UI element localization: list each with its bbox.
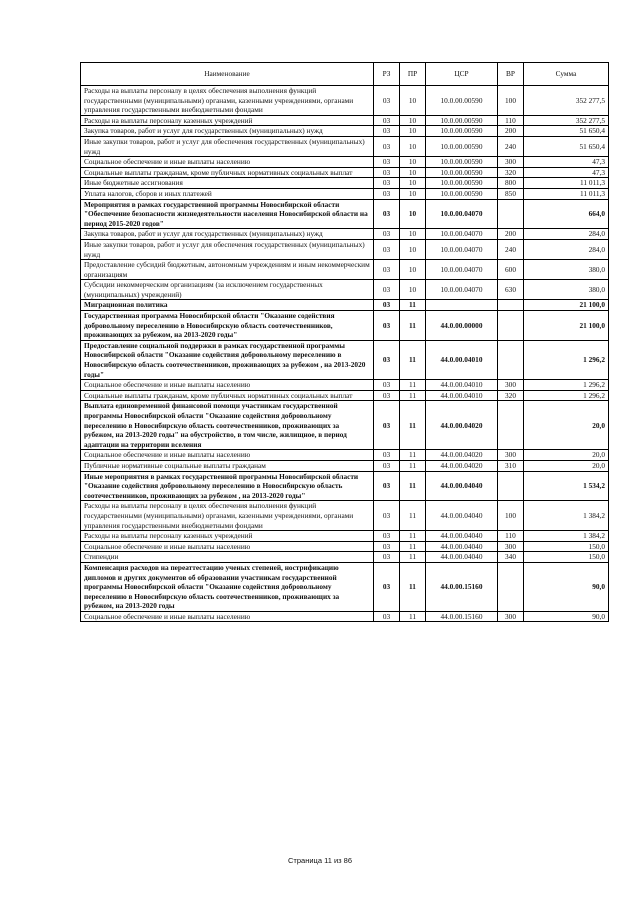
cell-sum: 51 650,4 — [524, 126, 609, 137]
cell-csr: 44.0.00.04040 — [426, 531, 498, 542]
cell-sum: 284,0 — [524, 229, 609, 240]
cell-pr: 10 — [400, 86, 426, 116]
cell-vr: 630 — [498, 280, 524, 300]
cell-vr: 240 — [498, 239, 524, 259]
cell-name: Государственная программа Новосибирской области "Оказание содействия добровольному переселению в Новосибирскую область соотечественников, проживающих за рубежом, на 2013-2020 годы" — [81, 311, 374, 341]
cell-name: Миграционная политика — [81, 300, 374, 311]
table-row — [81, 562, 609, 611]
table-row — [81, 340, 609, 379]
cell-sum: 47,3 — [524, 167, 609, 178]
cell-rz: 03 — [374, 390, 400, 401]
cell-rz: 03 — [374, 501, 400, 531]
cell-csr — [426, 300, 498, 311]
cell-name: Иные закупки товаров, работ и услуг для обеспечения государственных (муниципальных) нужд — [81, 136, 374, 156]
cell-vr — [498, 562, 524, 611]
cell-rz: 03 — [374, 611, 400, 622]
cell-csr: 10.0.00.00590 — [426, 136, 498, 156]
cell-pr: 10 — [400, 239, 426, 259]
cell-sum: 90,0 — [524, 562, 609, 611]
cell-csr: 44.0.00.04010 — [426, 390, 498, 401]
page-number: Страница 11 из 86 — [288, 856, 352, 865]
cell-name: Уплата налогов, сборов и иных платежей — [81, 188, 374, 199]
table-row — [81, 552, 609, 563]
cell-rz: 03 — [374, 562, 400, 611]
table-row — [81, 115, 609, 126]
cell-sum: 21 100,0 — [524, 311, 609, 341]
cell-csr: 44.0.00.04010 — [426, 340, 498, 379]
cell-pr: 11 — [400, 401, 426, 450]
header-rz: РЗ — [374, 63, 400, 86]
cell-pr: 11 — [400, 340, 426, 379]
cell-name: Иные бюджетные ассигнования — [81, 178, 374, 189]
cell-vr: 100 — [498, 501, 524, 531]
cell-pr: 11 — [400, 300, 426, 311]
cell-csr: 10.0.00.04070 — [426, 280, 498, 300]
table-row — [81, 239, 609, 259]
cell-name: Социальное обеспечение и иные выплаты населению — [81, 380, 374, 391]
cell-sum: 150,0 — [524, 552, 609, 563]
cell-rz: 03 — [374, 460, 400, 471]
cell-name: Выплата единовременной финансовой помощи участникам государственной программы Новосибирской области "Оказание содействия добровольному переселению в Новосибирскую область соотечественников, проживающих за рубежом, на 2013-2020 годы" на обустройство, в том числе, жилищное, в период адаптации на территории вселения — [81, 401, 374, 450]
cell-sum: 352 277,5 — [524, 115, 609, 126]
cell-pr: 10 — [400, 178, 426, 189]
cell-rz: 03 — [374, 450, 400, 461]
cell-pr: 10 — [400, 115, 426, 126]
cell-rz: 03 — [374, 471, 400, 501]
cell-vr: 200 — [498, 126, 524, 137]
cell-pr: 11 — [400, 471, 426, 501]
cell-name: Расходы на выплаты персоналу казенных учреждений — [81, 115, 374, 126]
cell-csr: 10.0.00.04070 — [426, 239, 498, 259]
cell-vr: 300 — [498, 157, 524, 168]
header-sum: Сумма — [524, 63, 609, 86]
cell-name: Социальное обеспечение и иные выплаты населению — [81, 541, 374, 552]
table-row — [81, 167, 609, 178]
cell-vr: 300 — [498, 541, 524, 552]
table-row — [81, 86, 609, 116]
table-row — [81, 260, 609, 280]
cell-name: Расходы на выплаты персоналу в целях обеспечения выполнения функций государственными (муниципальными) органами, казенными учреждениями, органами управления государственными внебюджетными фондами — [81, 86, 374, 116]
cell-csr: 10.0.00.00590 — [426, 167, 498, 178]
cell-name: Закупка товаров, работ и услуг для государственных (муниципальных) нужд — [81, 126, 374, 137]
cell-rz: 03 — [374, 188, 400, 199]
cell-sum: 380,0 — [524, 260, 609, 280]
cell-vr: 320 — [498, 167, 524, 178]
cell-sum: 1 296,2 — [524, 390, 609, 401]
cell-csr: 44.0.00.04040 — [426, 501, 498, 531]
cell-name: Расходы на выплаты персоналу казенных учреждений — [81, 531, 374, 542]
cell-vr: 320 — [498, 390, 524, 401]
cell-pr: 10 — [400, 167, 426, 178]
cell-sum: 20,0 — [524, 401, 609, 450]
cell-csr: 10.0.00.04070 — [426, 260, 498, 280]
cell-rz: 03 — [374, 541, 400, 552]
table-row — [81, 126, 609, 137]
cell-vr — [498, 311, 524, 341]
cell-name: Публичные нормативные социальные выплаты гражданам — [81, 460, 374, 471]
cell-vr: 110 — [498, 115, 524, 126]
cell-csr: 44.0.00.04040 — [426, 541, 498, 552]
cell-pr: 10 — [400, 260, 426, 280]
cell-pr: 10 — [400, 280, 426, 300]
cell-csr: 44.0.00.15160 — [426, 562, 498, 611]
budget-table-page — [80, 62, 608, 622]
cell-pr: 10 — [400, 136, 426, 156]
cell-vr: 850 — [498, 188, 524, 199]
table-row — [81, 531, 609, 542]
cell-sum: 51 650,4 — [524, 136, 609, 156]
cell-csr: 10.0.00.00590 — [426, 126, 498, 137]
table-row — [81, 199, 609, 229]
header-csr: ЦСР — [426, 63, 498, 86]
cell-pr: 11 — [400, 552, 426, 563]
cell-vr: 110 — [498, 531, 524, 542]
cell-sum: 1 296,2 — [524, 380, 609, 391]
cell-vr: 200 — [498, 229, 524, 240]
cell-vr: 800 — [498, 178, 524, 189]
table-row — [81, 280, 609, 300]
cell-sum: 20,0 — [524, 450, 609, 461]
cell-csr: 44.0.00.00000 — [426, 311, 498, 341]
cell-sum: 90,0 — [524, 611, 609, 622]
cell-sum: 47,3 — [524, 157, 609, 168]
cell-rz: 03 — [374, 126, 400, 137]
cell-sum: 1 384,2 — [524, 501, 609, 531]
cell-name: Расходы на выплаты персоналу в целях обеспечения выполнения функций государственными (муниципальными) органами, казенными учреждениями, органами управления государственными внебюджетными фондами — [81, 501, 374, 531]
cell-csr: 10.0.00.00590 — [426, 115, 498, 126]
cell-csr: 44.0.00.04020 — [426, 401, 498, 450]
cell-pr: 11 — [400, 501, 426, 531]
cell-csr: 10.0.00.00590 — [426, 86, 498, 116]
table-row — [81, 390, 609, 401]
table-row — [81, 401, 609, 450]
cell-rz: 03 — [374, 340, 400, 379]
cell-vr — [498, 340, 524, 379]
cell-pr: 11 — [400, 611, 426, 622]
cell-name: Субсидии некоммерческим организациям (за исключением государственных (муниципальных) учреждений) — [81, 280, 374, 300]
cell-rz: 03 — [374, 178, 400, 189]
cell-rz: 03 — [374, 280, 400, 300]
cell-rz: 03 — [374, 199, 400, 229]
cell-name: Социальное обеспечение и иные выплаты населению — [81, 450, 374, 461]
cell-rz: 03 — [374, 157, 400, 168]
cell-name: Предоставление субсидий бюджетным, автономным учреждениям и иным некоммерческим организациям — [81, 260, 374, 280]
header-name: Наименование — [81, 63, 374, 86]
table-row — [81, 229, 609, 240]
cell-name: Мероприятия в рамках государственной программы Новосибирской области "Обеспечение безопасности жизнедеятельности населения Новосибирской области на период 2015-2020 годов" — [81, 199, 374, 229]
cell-name: Предоставление социальной поддержки в рамках государственной программы Новосибирской области "Оказание содействия добровольному переселению в Новосибирскую область соотечественников, проживающих за рубежом , на 2013-2020 годы" — [81, 340, 374, 379]
cell-csr: 10.0.00.04070 — [426, 229, 498, 240]
cell-csr: 44.0.00.04020 — [426, 450, 498, 461]
cell-csr: 10.0.00.04070 — [426, 199, 498, 229]
cell-pr: 11 — [400, 450, 426, 461]
cell-vr: 300 — [498, 380, 524, 391]
cell-rz: 03 — [374, 136, 400, 156]
cell-sum: 664,0 — [524, 199, 609, 229]
cell-name: Социальные выплаты гражданам, кроме публичных нормативных социальных выплат — [81, 167, 374, 178]
table-row — [81, 611, 609, 622]
table-row — [81, 501, 609, 531]
cell-csr: 10.0.00.00590 — [426, 188, 498, 199]
cell-name: Социальное обеспечение и иные выплаты населению — [81, 611, 374, 622]
cell-vr: 310 — [498, 460, 524, 471]
cell-vr: 100 — [498, 86, 524, 116]
cell-csr: 10.0.00.00590 — [426, 157, 498, 168]
cell-csr: 44.0.00.15160 — [426, 611, 498, 622]
table-row — [81, 136, 609, 156]
cell-sum: 284,0 — [524, 239, 609, 259]
cell-pr: 11 — [400, 311, 426, 341]
header-vr: ВР — [498, 63, 524, 86]
cell-pr: 10 — [400, 188, 426, 199]
table-row — [81, 380, 609, 391]
cell-vr — [498, 199, 524, 229]
cell-pr: 11 — [400, 380, 426, 391]
cell-vr: 300 — [498, 611, 524, 622]
cell-sum: 11 011,3 — [524, 178, 609, 189]
cell-sum: 20,0 — [524, 460, 609, 471]
cell-sum: 352 277,5 — [524, 86, 609, 116]
cell-rz: 03 — [374, 311, 400, 341]
cell-name: Социальное обеспечение и иные выплаты населению — [81, 157, 374, 168]
table-row — [81, 300, 609, 311]
cell-sum: 21 100,0 — [524, 300, 609, 311]
cell-pr: 11 — [400, 562, 426, 611]
cell-pr: 11 — [400, 541, 426, 552]
cell-sum: 380,0 — [524, 280, 609, 300]
table-row — [81, 311, 609, 341]
cell-pr: 11 — [400, 390, 426, 401]
cell-pr: 11 — [400, 460, 426, 471]
header-pr: ПР — [400, 63, 426, 86]
cell-name: Иные закупки товаров, работ и услуг для обеспечения государственных (муниципальных) нужд — [81, 239, 374, 259]
cell-rz: 03 — [374, 380, 400, 391]
cell-name: Стипендии — [81, 552, 374, 563]
table-header-row — [81, 63, 609, 86]
cell-sum: 11 011,3 — [524, 188, 609, 199]
cell-vr: 240 — [498, 136, 524, 156]
cell-vr: 340 — [498, 552, 524, 563]
cell-csr: 44.0.00.04010 — [426, 380, 498, 391]
cell-csr: 44.0.00.04020 — [426, 460, 498, 471]
cell-pr: 11 — [400, 531, 426, 542]
cell-vr: 600 — [498, 260, 524, 280]
cell-rz: 03 — [374, 115, 400, 126]
cell-name: Социальные выплаты гражданам, кроме публичных нормативных социальных выплат — [81, 390, 374, 401]
cell-name: Компенсация расходов на переаттестацию ученых степеней, нострификацию дипломов и других документов об образовании участникам государственной программы Новосибирской области "Оказание содействия добровольному переселению в Новосибирскую область соотечественников, проживающих за рубежом, на 2013-2020 годы — [81, 562, 374, 611]
cell-pr: 10 — [400, 199, 426, 229]
cell-rz: 03 — [374, 531, 400, 542]
cell-vr — [498, 401, 524, 450]
cell-sum: 1 296,2 — [524, 340, 609, 379]
table-row — [81, 450, 609, 461]
cell-sum: 1 384,2 — [524, 531, 609, 542]
cell-rz: 03 — [374, 552, 400, 563]
table-row — [81, 460, 609, 471]
cell-rz: 03 — [374, 229, 400, 240]
cell-rz: 03 — [374, 260, 400, 280]
cell-rz: 03 — [374, 86, 400, 116]
table-row — [81, 157, 609, 168]
cell-sum: 150,0 — [524, 541, 609, 552]
cell-rz: 03 — [374, 239, 400, 259]
cell-pr: 10 — [400, 229, 426, 240]
table-row — [81, 541, 609, 552]
cell-sum: 1 534,2 — [524, 471, 609, 501]
cell-rz: 03 — [374, 300, 400, 311]
cell-vr — [498, 471, 524, 501]
cell-csr: 44.0.00.04040 — [426, 552, 498, 563]
cell-pr: 10 — [400, 126, 426, 137]
cell-vr — [498, 300, 524, 311]
table-row — [81, 471, 609, 501]
cell-rz: 03 — [374, 167, 400, 178]
cell-name: Закупка товаров, работ и услуг для государственных (муниципальных) нужд — [81, 229, 374, 240]
cell-csr: 10.0.00.00590 — [426, 178, 498, 189]
budget-table — [80, 62, 609, 622]
cell-name: Иные мероприятия в рамках государственной программы Новосибирской области "Оказание содействия добровольному переселению в Новосибирскую область соотечественников, проживающих за рубежом , на 2013-2020 годы" — [81, 471, 374, 501]
cell-rz: 03 — [374, 401, 400, 450]
cell-csr: 44.0.00.04040 — [426, 471, 498, 501]
table-row — [81, 188, 609, 199]
cell-vr: 300 — [498, 450, 524, 461]
table-row — [81, 178, 609, 189]
cell-pr: 10 — [400, 157, 426, 168]
